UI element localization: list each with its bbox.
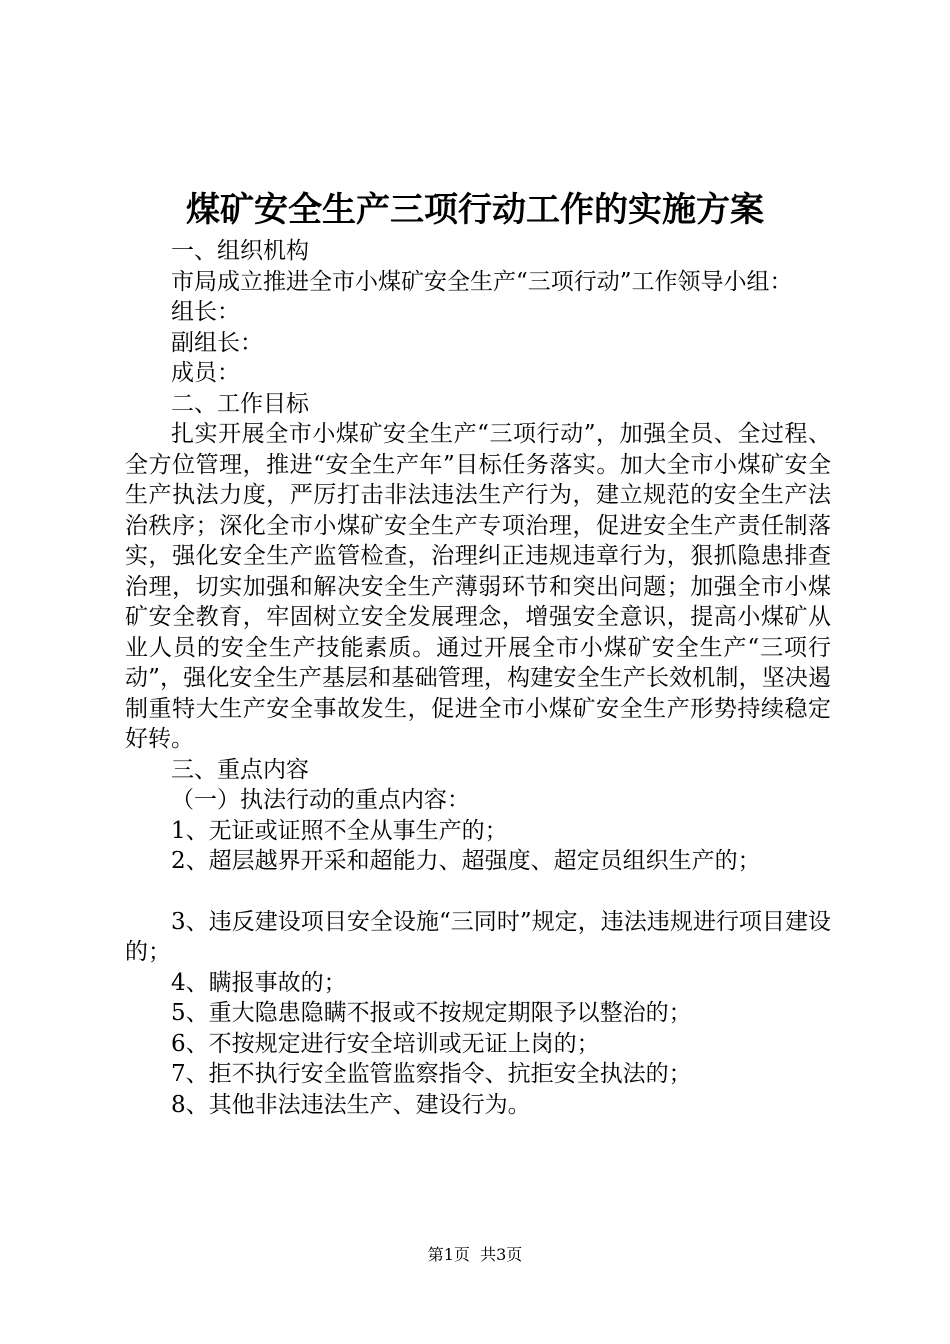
list-item: 3、违反建设项目安全设施“三同时”规定，违法违规进行项目建设的； [125,908,831,965]
paragraph-leading-group: 市局成立推进全市小煤矿安全生产“三项行动”工作领导小组： [171,268,793,295]
heading-organization: 一、组织机构 [171,238,309,264]
heading-work-goals: 二、工作目标 [171,390,309,417]
list-item: 8、其他非法违法生产、建设行为。 [171,1091,531,1118]
paragraph-work-goals: 扎实开展全市小煤矿安全生产“三项行动”，加强全员、全过程、全方位管理，推进“安全生产年”目标任务落实。加大全市小煤矿安全生产执法力度，严厉打击非法违法生产行为，建立规范的安全生产法治秩序；深化全市小煤矿安全生产专项治理，促进安全生产责任制落实，强化安全生产监管检查，治理纠正违规违章行为，狠抓隐患排查治理，切实加强和解决安全生产薄弱环节和突出问题；加强全市小煤矿安全教育，牢固树立安全发展理念，增强安全意识，提高小煤矿从业人员的安全生产技能素质。通过开展全市小煤矿安全生产“三项行动”，强化安全生产基层和基础管理，构建安全生产长效机制，坚决遏制重特大生产安全事故发生，促进全市小煤矿安全生产形势持续稳定好转。 [125,421,831,752]
field-deputy-leader: 副组长： [171,329,263,356]
document-title: 煤矿安全生产三项行动工作的实施方案 [186,190,764,230]
list-item: 5、重大隐患隐瞒不报或不按规定期限予以整治的； [171,1000,692,1026]
list-item: 2、超层越界开采和超能力、超强度、超定员组织生产的； [171,848,761,874]
blank-line [125,877,831,907]
list-item: 7、拒不执行安全监管监察指令、抗拒安全执法的； [171,1061,692,1087]
subheading-enforcement: （一）执法行动的重点内容： [171,787,470,813]
list-item: 6、不按规定进行安全培训或无证上岗的； [171,1030,600,1057]
list-item: 1、无证或证照不全从事生产的； [171,817,508,844]
list-item: 4、瞒报事故的； [171,969,347,996]
document-body [125,236,831,1120]
heading-key-content: 三、重点内容 [171,756,309,783]
page-number-footer: 第1页 共3页 [427,1245,523,1264]
field-members: 成员： [171,360,240,386]
field-group-leader: 组长： [171,299,240,325]
